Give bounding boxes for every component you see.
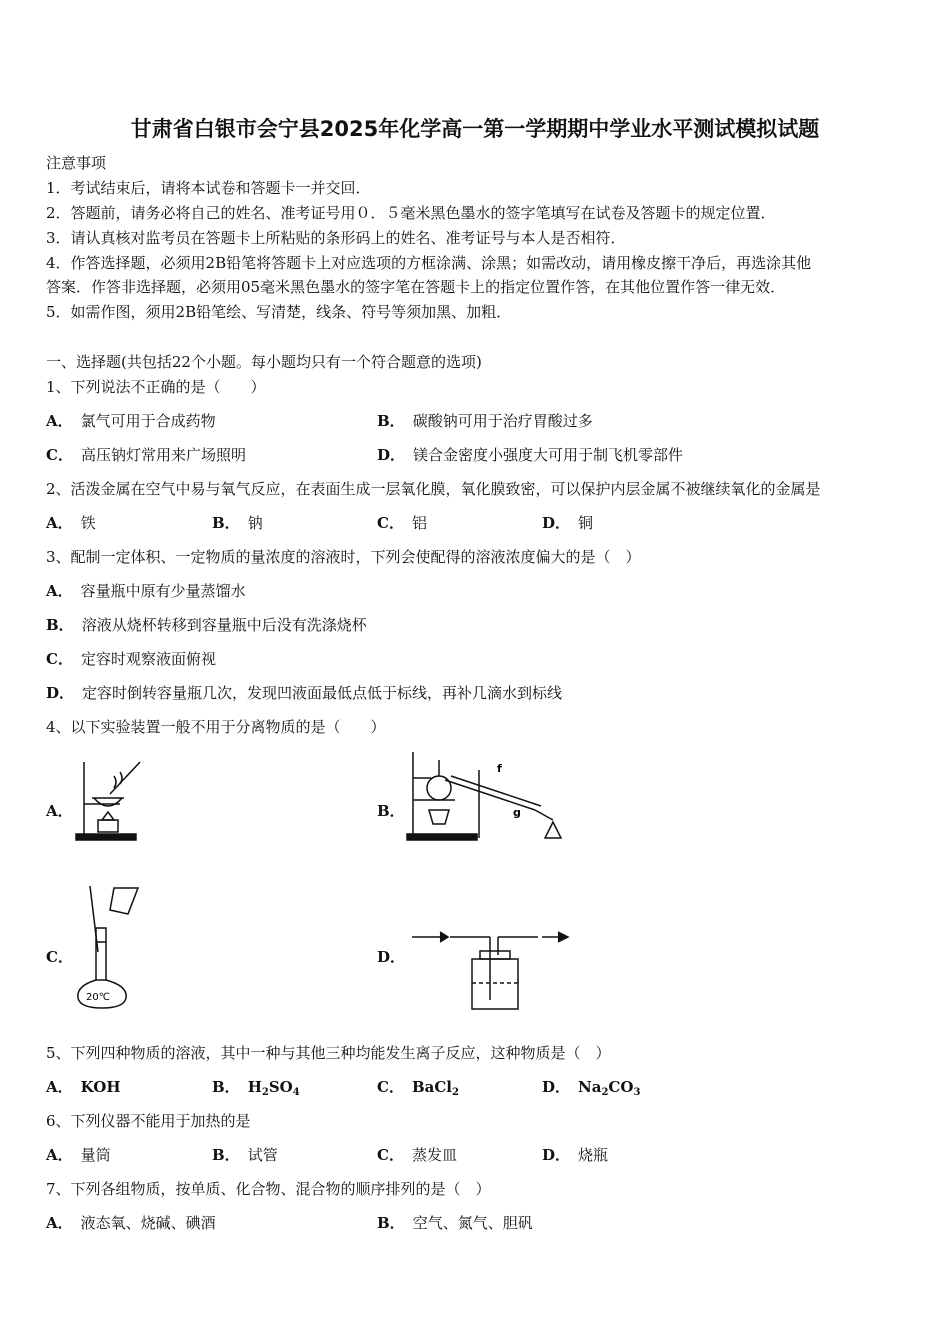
section-heading: 一、选择题(共包括22个小题。每小题均只有一个符合题意的选项) — [46, 353, 482, 371]
q1-option-c: C． 高压钠灯常用来广场照明 — [46, 446, 246, 464]
q6-stem: 6、下列仪器不能用于加热的是 — [46, 1112, 251, 1130]
evaporation-apparatus-figure — [70, 758, 150, 842]
notice-heading: 注意事项 — [46, 154, 107, 172]
q4-option-d: D． — [377, 948, 406, 966]
q5-option-b: B． $H_2SO_4$ — [212, 1078, 300, 1098]
q1-option-b: B． 碳酸钠可用于治疗胃酸过多 — [377, 412, 593, 430]
q5-option-c: C． BaCl$_2$ — [377, 1078, 459, 1098]
q2-option-a: A． 铁 — [46, 514, 96, 532]
q3-option-b: B． 溶液从烧杯转移到容量瓶中后没有洗涤烧杯 — [46, 616, 367, 634]
q4-option-c: C． — [46, 948, 73, 966]
q1-option-d: D． 镁合金密度小强度大可用于制飞机零部件 — [377, 446, 684, 464]
q7-option-b: B． 空气、氮气、胆矾 — [377, 1214, 533, 1232]
notice-item-3: 3．请认真核对监考员在答题卡上所粘贴的条形码上的姓名、准考证号与本人是否相符． — [46, 229, 626, 247]
distillation-apparatus-figure — [405, 750, 585, 845]
q5-option-d: D． $Na_2CO_3$ — [542, 1078, 641, 1098]
flask-temperature-label: 20℃ — [86, 992, 110, 1003]
volumetric-flask-figure — [72, 882, 152, 1012]
q2-stem: 2、活泼金属在空气中易与氧气反应，在表面生成一层氧化膜，氧化膜致密，可以保护内层金属不被继续氧化的金属是 — [46, 480, 821, 498]
notice-item-4: 4．作答选择题，必须用2B铅笔将答题卡上对应选项的方框涂满、涂黑；如需改动，请用橡皮擦干净后，再选涂其他 — [46, 254, 812, 272]
fig-label-f: f — [497, 762, 502, 775]
notice-item-4-cont: 答案．作答非选择题，必须用05毫米黑色墨水的签字笔在答题卡上的指定位置作答，在其他位置作答一律无效． — [46, 278, 786, 296]
q6-option-b: B． 试管 — [212, 1146, 278, 1164]
q1-option-a: A． 氯气可用于合成药物 — [46, 412, 216, 430]
q3-stem: 3、配制一定体积、一定物质的量浓度的溶液时，下列会使配得的溶液浓度偏大的是（ ） — [46, 548, 641, 566]
q4-stem: 4、以下实验装置一般不用于分离物质的是（ ） — [46, 718, 386, 736]
q2-option-b: B． 钠 — [212, 514, 263, 532]
q7-option-a: A． 液态氧、烧碱、碘酒 — [46, 1214, 216, 1232]
q6-option-d: D． 烧瓶 — [542, 1146, 609, 1164]
q3-option-c: C． 定容时观察液面俯视 — [46, 650, 216, 668]
q3-option-d: D． 定容时倒转容量瓶几次，发现凹液面最低点低于标线，再补几滴水到标线 — [46, 684, 563, 702]
page-title: 甘肃省白银市会宁县2025年化学高一第一学期期中学业水平测试模拟试题 — [130, 117, 820, 141]
q2-option-d: D． 铜 — [542, 514, 594, 532]
notice-item-5: 5．如需作图，须用2B铅笔绘、写清楚，线条、符号等须加黑、加粗． — [46, 303, 512, 321]
q6-option-c: C． 蒸发皿 — [377, 1146, 457, 1164]
notice-item-1: 1．考试结束后，请将本试卷和答题卡一并交回． — [46, 179, 371, 197]
q2-option-c: C． 铝 — [377, 514, 427, 532]
q1-stem: 1、下列说法不正确的是（ ） — [46, 378, 266, 396]
q5-stem: 5、下列四种物质的溶液，其中一种与其他三种均能发生离子反应，这种物质是（ ） — [46, 1044, 611, 1062]
gas-washing-bottle-figure — [410, 925, 575, 1015]
q4-option-b: B． — [377, 802, 405, 820]
q4-option-a: A． — [46, 802, 73, 820]
q5-option-a: A． KOH — [46, 1078, 121, 1096]
fig-label-g: g — [513, 806, 521, 819]
notice-item-2: 2．答题前，请务必将自己的姓名、准考证号用０．５毫米黑色墨水的签字笔填写在试卷及答题卡的规定位置． — [46, 204, 776, 222]
q3-option-a: A． 容量瓶中原有少量蒸馏水 — [46, 582, 246, 600]
q6-option-a: A． 量筒 — [46, 1146, 111, 1164]
q7-stem: 7、下列各组物质，按单质、化合物、混合物的顺序排列的是（ ） — [46, 1180, 491, 1198]
